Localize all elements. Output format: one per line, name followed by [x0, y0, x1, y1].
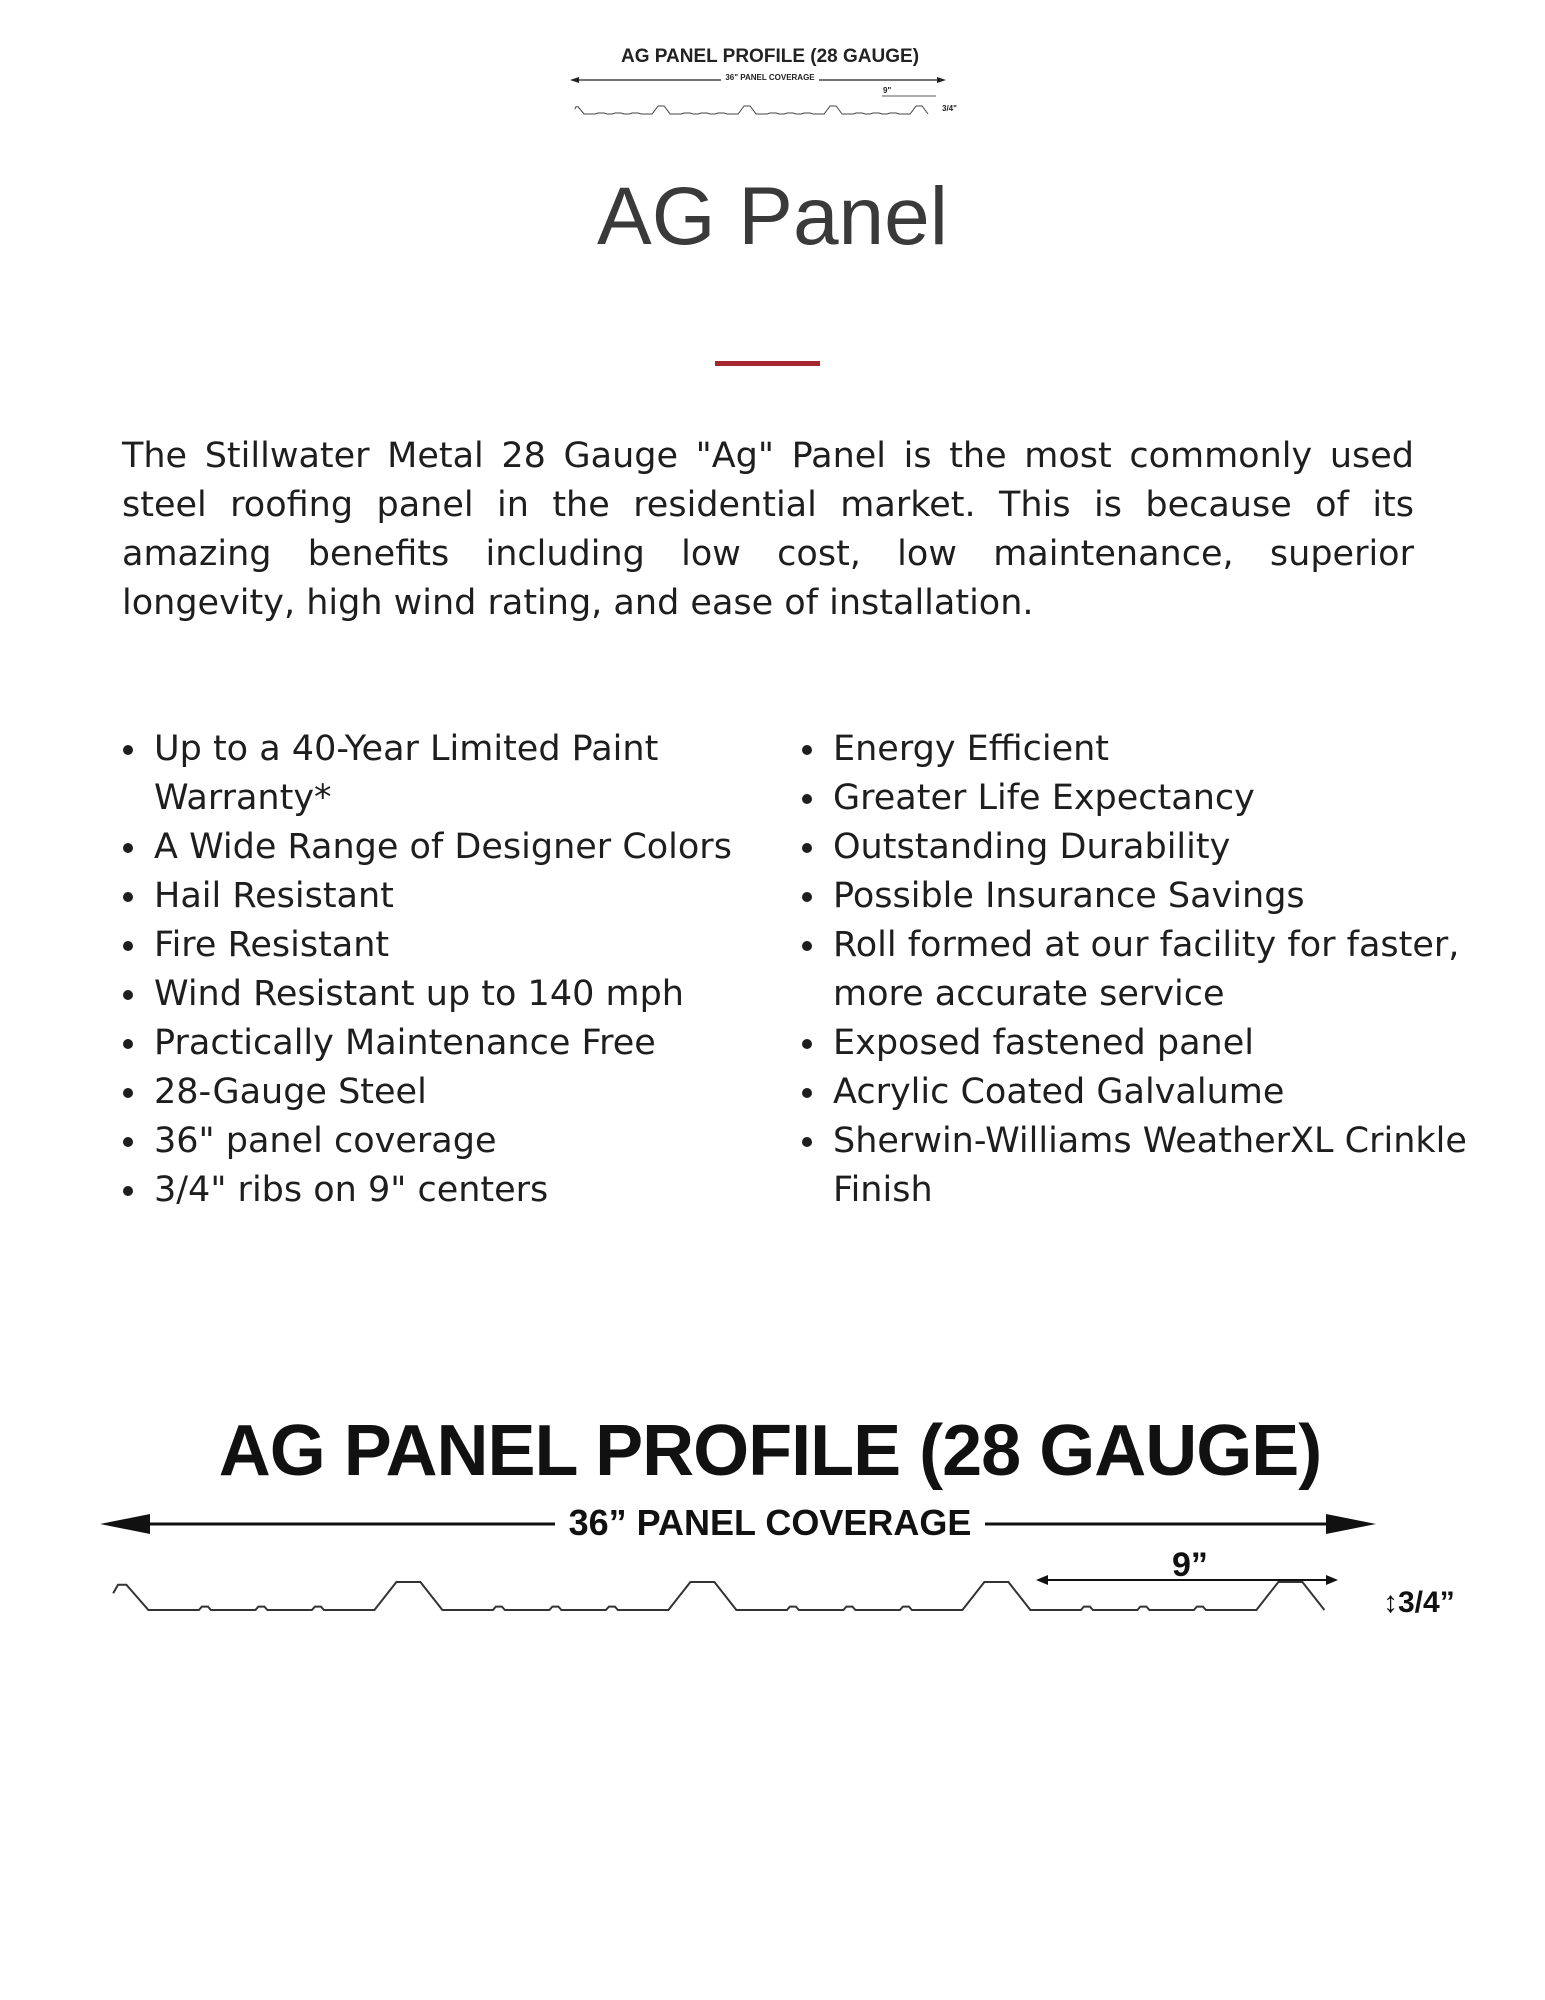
feature-item: • Acrylic Coated Galvalume	[829, 1068, 1489, 1117]
feature-item: • Sherwin-Williams WeatherXL Crinkle Finish	[829, 1117, 1489, 1215]
mini-rib-spacing-label: 9"	[883, 86, 892, 95]
mini-coverage-label: 36" PANEL COVERAGE	[570, 73, 970, 82]
feature-item: • Possible Insurance Savings	[829, 872, 1489, 921]
feature-item: • Up to a 40-Year Limited Paint Warranty*	[150, 725, 790, 823]
big-profile-diagram	[100, 1410, 1460, 1640]
feature-item: • Wind Resistant up to 140 mph	[150, 970, 790, 1019]
feature-item: • Fire Resistant	[150, 921, 790, 970]
title-divider	[715, 361, 820, 366]
feature-item: • A Wide Range of Designer Colors	[150, 823, 790, 872]
feature-item: • 36" panel coverage	[150, 1117, 790, 1166]
big-profile-title: AG PANEL PROFILE (28 GAUGE)	[218, 1411, 1322, 1491]
features-list-left	[110, 725, 790, 1215]
big-nine-arrow-right	[1326, 1575, 1338, 1585]
big-rib-spacing-label: 9”	[1172, 1546, 1208, 1584]
big-nine-arrow-left	[1036, 1575, 1048, 1585]
mini-profile-outline	[575, 106, 928, 114]
big-rib-height-label: ↕3/4”	[1383, 1586, 1455, 1619]
mini-rib-height-label: 3/4"	[942, 104, 957, 113]
page-title: AG Panel	[597, 171, 948, 262]
intro-paragraph: The Stillwater Metal 28 Gauge "Ag" Panel is the most commonly used steel roofing panel in the residential market. This is because of its amazing benefits including low cost, low maintenance, superior longevity, high wind rating, and ease of installation.	[122, 436, 1414, 623]
feature-item: • 28-Gauge Steel	[150, 1068, 790, 1117]
feature-item: • Greater Life Expectancy	[829, 774, 1489, 823]
big-coverage-label: 36” PANEL COVERAGE	[100, 1502, 1440, 1544]
feature-item: • Practically Maintenance Free	[150, 1019, 790, 1068]
features-list-right	[789, 725, 1489, 1215]
feature-item: • Outstanding Durability	[829, 823, 1489, 872]
feature-item: • Exposed fastened panel	[829, 1019, 1489, 1068]
feature-item: • Hail Resistant	[150, 872, 790, 921]
feature-item: • 3/4" ribs on 9" centers	[150, 1166, 790, 1215]
feature-item: • Roll formed at our facility for faster, more accurate service	[829, 921, 1489, 1019]
mini-profile-diagram	[570, 46, 970, 120]
big-profile-outline	[113, 1582, 1324, 1610]
feature-item: • Energy Efficient	[829, 725, 1489, 774]
mini-profile-title: AG PANEL PROFILE (28 GAUGE)	[620, 46, 920, 67]
